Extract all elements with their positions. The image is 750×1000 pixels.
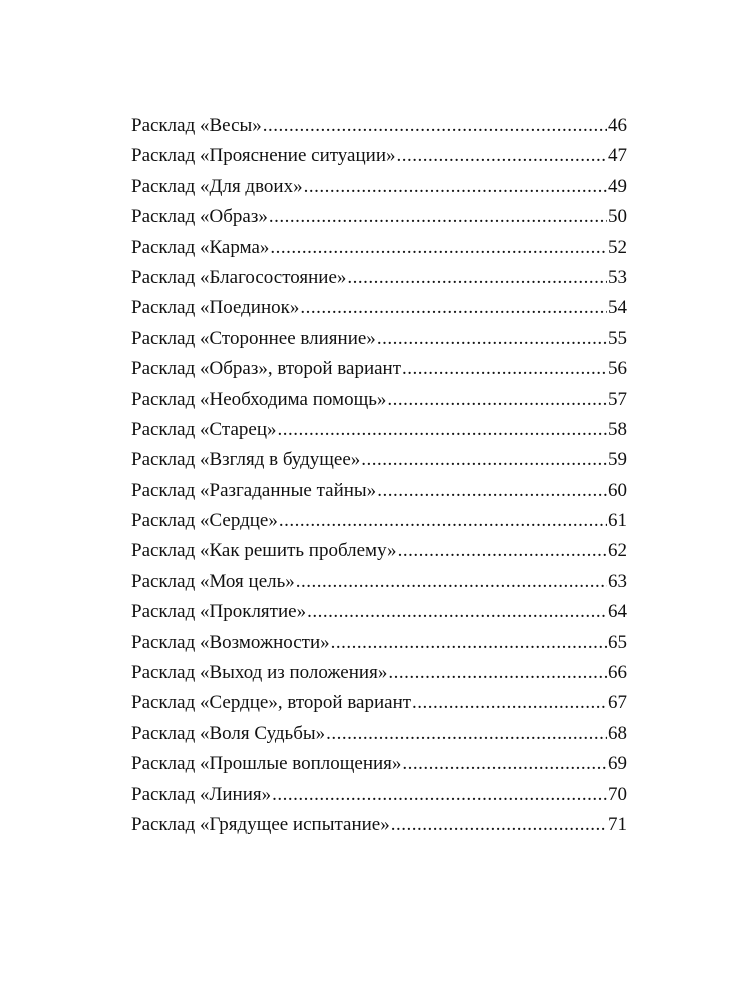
toc-dot-leader xyxy=(300,297,607,319)
toc-entry-page: 53 xyxy=(608,266,627,288)
toc-dot-leader xyxy=(279,510,607,532)
toc-dot-leader xyxy=(331,632,607,654)
toc-entry-title: Расклад «Благосостояние» xyxy=(131,266,347,288)
toc-entry-title: Расклад «Линия» xyxy=(131,783,272,805)
toc-dot-leader xyxy=(377,328,607,350)
toc-entry xyxy=(131,692,627,722)
toc-entry-page: 58 xyxy=(608,418,627,440)
toc-dot-leader xyxy=(391,814,607,836)
toc-dot-leader xyxy=(326,723,607,745)
toc-entry-title: Расклад «Образ», второй вариант xyxy=(131,358,402,380)
toc-entry xyxy=(131,814,627,844)
toc-entry xyxy=(131,571,627,601)
toc-entry xyxy=(131,662,627,692)
toc-entry-page: 71 xyxy=(608,813,627,835)
toc-entry-page: 61 xyxy=(608,510,627,532)
toc-entry-title: Расклад «Моя цель» xyxy=(131,570,295,592)
toc-entry xyxy=(131,632,627,662)
toc-entry-page: 63 xyxy=(608,570,627,592)
toc-entry-title: Расклад «Образ» xyxy=(131,206,268,228)
toc-entry xyxy=(131,145,627,175)
toc-entry-title: Расклад «Прошлые воплощения» xyxy=(131,753,402,775)
toc-entry xyxy=(131,297,627,327)
toc-entry-title: Расклад «Поединок» xyxy=(131,297,300,319)
toc-entry-page: 67 xyxy=(608,692,627,714)
toc-entry-title: Расклад «Грядущее испытание» xyxy=(131,813,390,835)
toc-entry-title: Расклад «Прояснение ситуации» xyxy=(131,145,396,167)
toc-dot-leader xyxy=(263,115,607,137)
toc-entry-title: Расклад «Как решить проблему» xyxy=(131,540,397,562)
toc-entry-title: Расклад «Сердце» xyxy=(131,510,278,532)
toc-entry-page: 50 xyxy=(608,206,627,228)
toc-dot-leader xyxy=(398,540,607,562)
toc-entry-page: 57 xyxy=(608,388,627,410)
toc-entry xyxy=(131,328,627,358)
toc-entry-page: 46 xyxy=(608,115,627,136)
toc-entry xyxy=(131,419,627,449)
toc-entry-title: Расклад «Сердце», второй вариант xyxy=(131,692,412,714)
toc-entry xyxy=(131,723,627,753)
toc-dot-leader xyxy=(304,176,607,198)
table-of-contents xyxy=(131,115,627,844)
toc-entry-title: Расклад «Карма» xyxy=(131,236,270,258)
toc-entry-title: Расклад «Стороннее влияние» xyxy=(131,327,376,349)
toc-entry-title: Расклад «Возможности» xyxy=(131,631,330,653)
toc-entry xyxy=(131,449,627,479)
toc-entry xyxy=(131,237,627,267)
toc-entry xyxy=(131,753,627,783)
toc-entry xyxy=(131,358,627,388)
toc-entry xyxy=(131,480,627,510)
toc-entry-page: 55 xyxy=(608,327,627,349)
toc-entry xyxy=(131,389,627,419)
toc-entry-title: Расклад «Старец» xyxy=(131,418,277,440)
toc-entry-page: 65 xyxy=(608,631,627,653)
toc-entry-page: 47 xyxy=(608,145,627,167)
toc-entry-title: Расклад «Для двоих» xyxy=(131,175,303,197)
toc-entry-title: Расклад «Необходима помощь» xyxy=(131,388,387,410)
toc-dot-leader xyxy=(361,449,607,471)
toc-dot-leader xyxy=(269,206,607,228)
toc-dot-leader xyxy=(388,662,607,684)
toc-dot-leader xyxy=(270,237,607,259)
toc-entry xyxy=(131,176,627,206)
toc-entry-page: 54 xyxy=(608,297,627,319)
toc-dot-leader xyxy=(347,267,607,289)
toc-entry-page: 49 xyxy=(608,175,627,197)
toc-dot-leader xyxy=(402,358,607,380)
toc-entry-page: 59 xyxy=(608,449,627,471)
toc-entry-page: 56 xyxy=(608,358,627,380)
toc-dot-leader xyxy=(272,784,607,806)
toc-entry xyxy=(131,784,627,814)
toc-dot-leader xyxy=(377,480,607,502)
toc-entry xyxy=(131,115,627,145)
toc-dot-leader xyxy=(307,601,607,623)
toc-entry-title: Расклад «Весы» xyxy=(131,115,262,136)
toc-entry xyxy=(131,510,627,540)
toc-dot-leader xyxy=(402,753,607,775)
toc-entry xyxy=(131,540,627,570)
toc-dot-leader xyxy=(278,419,608,441)
toc-dot-leader xyxy=(296,571,607,593)
toc-entry xyxy=(131,206,627,236)
toc-entry-title: Расклад «Выход из положения» xyxy=(131,662,388,684)
toc-entry xyxy=(131,267,627,297)
toc-entry-title: Расклад «Проклятие» xyxy=(131,601,307,623)
toc-entry xyxy=(131,601,627,631)
toc-dot-leader xyxy=(387,389,607,411)
toc-entry-title: Расклад «Воля Судьбы» xyxy=(131,722,326,744)
toc-entry-title: Расклад «Взгляд в будущее» xyxy=(131,449,361,471)
toc-entry-page: 70 xyxy=(608,783,627,805)
toc-entry-page: 52 xyxy=(608,236,627,258)
toc-entry-page: 66 xyxy=(608,662,627,684)
toc-entry-page: 62 xyxy=(608,540,627,562)
toc-entry-page: 69 xyxy=(608,753,627,775)
toc-entry-page: 64 xyxy=(608,601,627,623)
toc-entry-page: 60 xyxy=(608,479,627,501)
toc-entry-title: Расклад «Разгаданные тайны» xyxy=(131,479,377,501)
toc-dot-leader xyxy=(412,692,607,714)
toc-dot-leader xyxy=(397,145,608,167)
toc-entry-page: 68 xyxy=(608,722,627,744)
